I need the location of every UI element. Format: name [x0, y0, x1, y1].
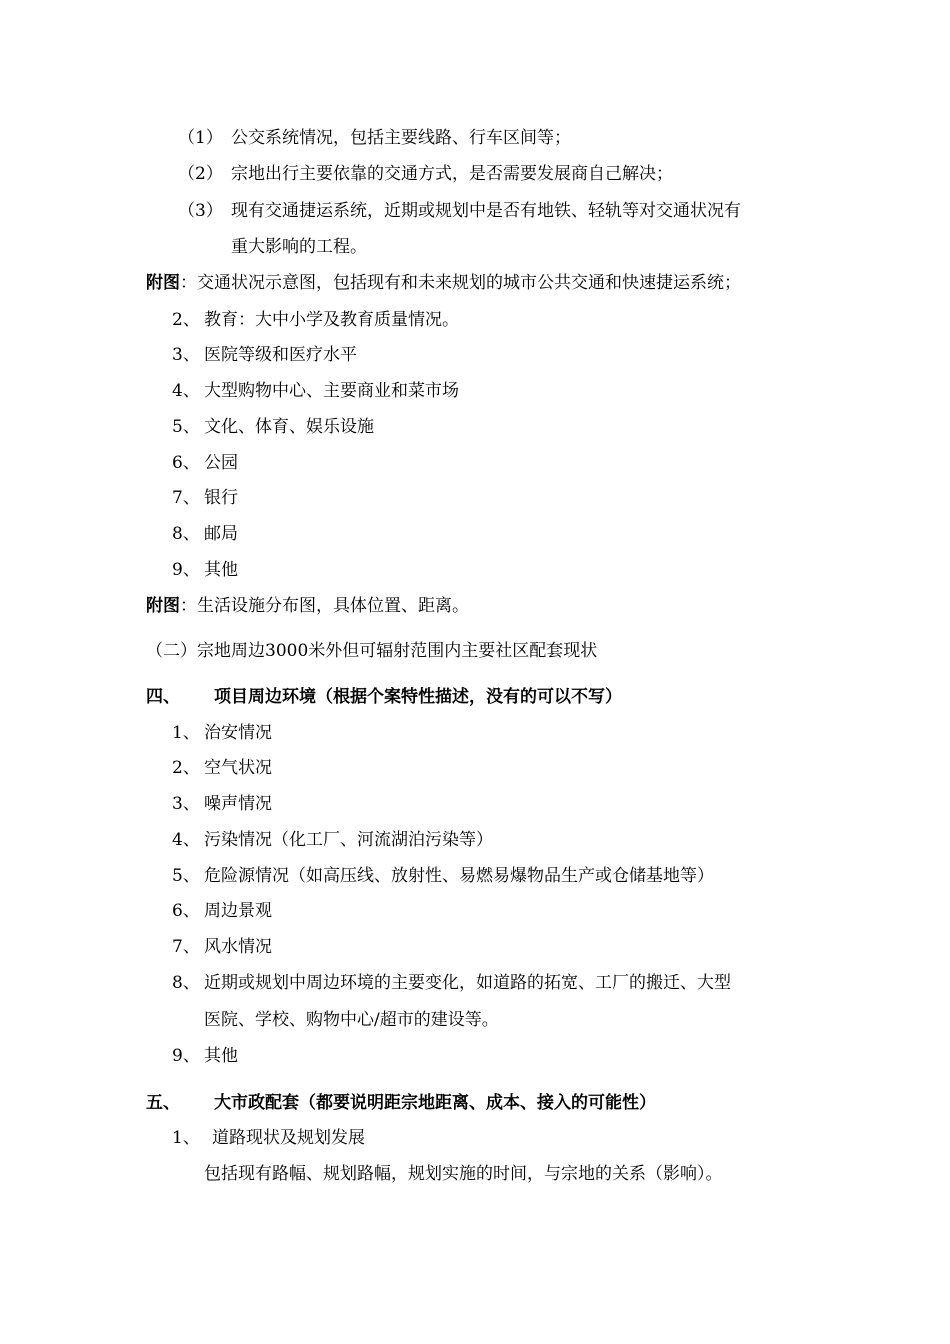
item-number: 7、 [172, 488, 200, 508]
item-number: 9、 [172, 1046, 200, 1066]
traffic-item-3 [178, 200, 741, 222]
item-text: 近期或规划中周边环境的主要变化，如道路的拓宽、工厂的搬迁、大型 [204, 973, 731, 993]
appendix-facility-map [146, 595, 469, 617]
env-item-1 [172, 722, 272, 744]
subsection-heading: （二）宗地周边3000米外但可辐射范围内主要社区配套现状 [146, 641, 598, 661]
env-item-7 [172, 936, 272, 958]
item-text: 其他 [204, 560, 238, 580]
item-number: （2） [178, 164, 223, 184]
item-text: 公交系统情况，包括主要线路、行车区间等； [231, 128, 571, 148]
facility-item-4 [172, 380, 459, 402]
env-item-9 [172, 1045, 238, 1067]
env-item-8 [172, 972, 731, 994]
item-number: 5、 [172, 417, 200, 437]
appendix-label: 附图 [146, 273, 180, 293]
item-number: 4、 [172, 830, 200, 850]
item-number: 9、 [172, 560, 200, 580]
traffic-item-1 [178, 127, 571, 149]
env-item-5 [172, 865, 714, 887]
item-text: 大型购物中心、主要商业和菜市场 [204, 381, 459, 401]
item-number: 5、 [172, 866, 200, 886]
env-item-4 [172, 829, 493, 851]
item-number: 3、 [172, 345, 200, 365]
item-number: 4、 [172, 381, 200, 401]
item-number: 7、 [172, 937, 200, 957]
item-text: 教育：大中小学及教育质量情况。 [204, 310, 459, 330]
item-number: 6、 [172, 901, 200, 921]
item-text: 道路现状及规划发展 [212, 1128, 365, 1148]
section-title: 大市政配套（都要说明距宗地距离、成本、接入的可能性） [214, 1093, 656, 1113]
env-item-3 [172, 793, 272, 815]
road-item [172, 1127, 365, 1149]
section-5-heading [146, 1092, 656, 1114]
item-text: 宗地出行主要依靠的交通方式，是否需要发展商自己解决； [231, 164, 673, 184]
item-number: 8、 [172, 524, 200, 544]
facility-item-3 [172, 344, 357, 366]
item-number: 1、 [172, 1128, 200, 1148]
item-number: 6、 [172, 453, 200, 473]
item-text: 周边景观 [204, 901, 272, 921]
facility-item-5 [172, 416, 374, 438]
facility-item-7 [172, 487, 238, 509]
road-description: 包括现有路幅、规划路幅，规划实施的时间，与宗地的关系（影响）。 [204, 1164, 723, 1184]
facility-item-2 [172, 309, 459, 331]
item-text: 邮局 [204, 524, 238, 544]
item-text: 危险源情况（如高压线、放射性、易燃易爆物品生产或仓储基地等） [204, 866, 714, 886]
item-number: 2、 [172, 758, 200, 778]
item-text: 其他 [204, 1046, 238, 1066]
env-item-6 [172, 900, 272, 922]
facility-item-6 [172, 452, 238, 474]
item-text: 现有交通捷运系统，近期或规划中是否有地铁、轻轨等对交通状况有 [231, 201, 741, 221]
item-number: （3） [178, 201, 223, 221]
env-item-2 [172, 757, 272, 779]
item-text: 银行 [204, 488, 238, 508]
item-text: 文化、体育、娱乐设施 [204, 417, 374, 437]
item-text: 治安情况 [204, 723, 272, 743]
section-4-heading [146, 686, 622, 708]
item-number: 3、 [172, 794, 200, 814]
item-text: 医院等级和医疗水平 [204, 345, 357, 365]
facility-item-8 [172, 523, 238, 545]
appendix-text: ：交通状况示意图，包括现有和未来规划的城市公共交通和快速捷运系统； [180, 273, 741, 293]
item-number: （1） [178, 128, 223, 148]
item-text: 污染情况（化工厂、河流湖泊污染等） [204, 830, 493, 850]
section-number: 五、 [146, 1093, 180, 1113]
traffic-item-2 [178, 163, 673, 185]
traffic-item-3-continued: 重大影响的工程。 [231, 237, 367, 257]
item-text: 噪声情况 [204, 794, 272, 814]
item-number: 8、 [172, 973, 200, 993]
item-number: 2、 [172, 310, 200, 330]
item-text: 空气状况 [204, 758, 272, 778]
item-text: 风水情况 [204, 937, 272, 957]
env-item-8-continued: 医院、学校、购物中心/超市的建设等。 [204, 1010, 499, 1030]
item-number: 1、 [172, 723, 200, 743]
appendix-label: 附图 [146, 596, 180, 616]
section-title: 项目周边环境（根据个案特性描述，没有的可以不写） [214, 687, 622, 707]
appendix-traffic-map [146, 272, 741, 294]
appendix-text: ：生活设施分布图，具体位置、距离。 [180, 596, 469, 616]
section-number: 四、 [146, 687, 180, 707]
facility-item-9 [172, 559, 238, 581]
item-text: 公园 [204, 453, 238, 473]
